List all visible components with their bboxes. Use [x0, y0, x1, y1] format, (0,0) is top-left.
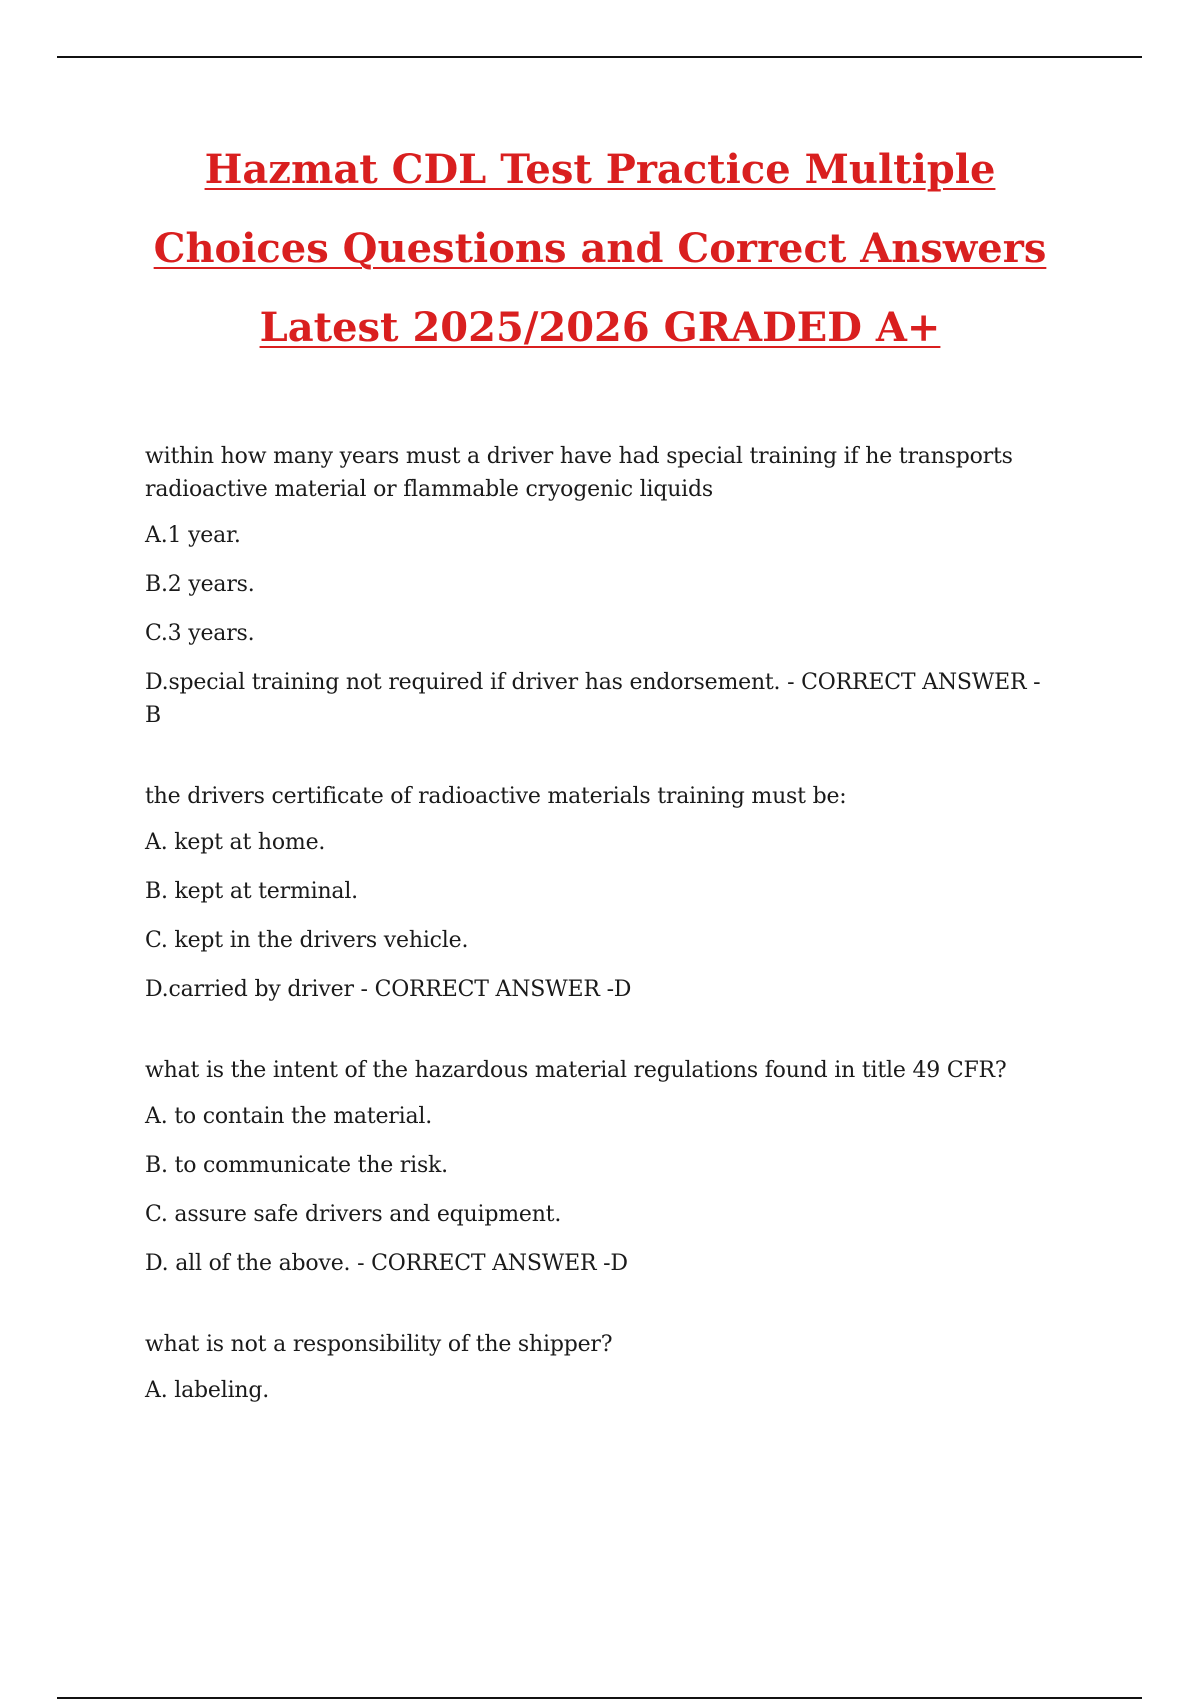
option-b: B. to communicate the risk.: [145, 1153, 448, 1178]
option-a: A.1 year.: [145, 523, 241, 548]
question-1: [145, 440, 1045, 732]
question-4: [145, 1328, 1045, 1407]
question-text: the drivers certificate of radioactive materials training must be:: [145, 784, 847, 809]
option-d-with-answer: D.special training not required if driver has endorsement. - CORRECT ANSWER -B: [145, 670, 1041, 728]
option-c: C.3 years.: [145, 621, 255, 646]
question-text: within how many years must a driver have had special training if he transports radioactive material or flammable cryogenic liquids: [145, 444, 1013, 502]
question-text: what is not a responsibility of the shipper?: [145, 1332, 613, 1357]
option-b: B.2 years.: [145, 572, 255, 597]
option-d-with-answer: D. all of the above. - CORRECT ANSWER -D: [145, 1251, 628, 1276]
question-2: [145, 780, 1045, 1006]
option-a: A. to contain the material.: [145, 1104, 433, 1129]
title-line-3: Latest 2025/2026 GRADED A+: [259, 304, 941, 351]
option-c: C. kept in the drivers vehicle.: [145, 928, 469, 953]
bottom-divider: [57, 1697, 1142, 1699]
top-divider: [57, 56, 1142, 58]
option-a: A. kept at home.: [145, 830, 326, 855]
option-b: B. kept at terminal.: [145, 879, 358, 904]
option-a: A. labeling.: [145, 1378, 270, 1403]
question-3: [145, 1054, 1045, 1280]
question-text: what is the intent of the hazardous material regulations found in title 49 CFR?: [145, 1058, 1007, 1083]
title-line-1: Hazmat CDL Test Practice Multiple: [204, 146, 996, 193]
title-line-2: Choices Questions and Correct Answers: [153, 225, 1047, 272]
option-d-with-answer: D.carried by driver - CORRECT ANSWER -D: [145, 977, 632, 1002]
document-title: [100, 130, 1100, 367]
question-list: [145, 440, 1045, 1455]
option-c: C. assure safe drivers and equipment.: [145, 1202, 562, 1227]
